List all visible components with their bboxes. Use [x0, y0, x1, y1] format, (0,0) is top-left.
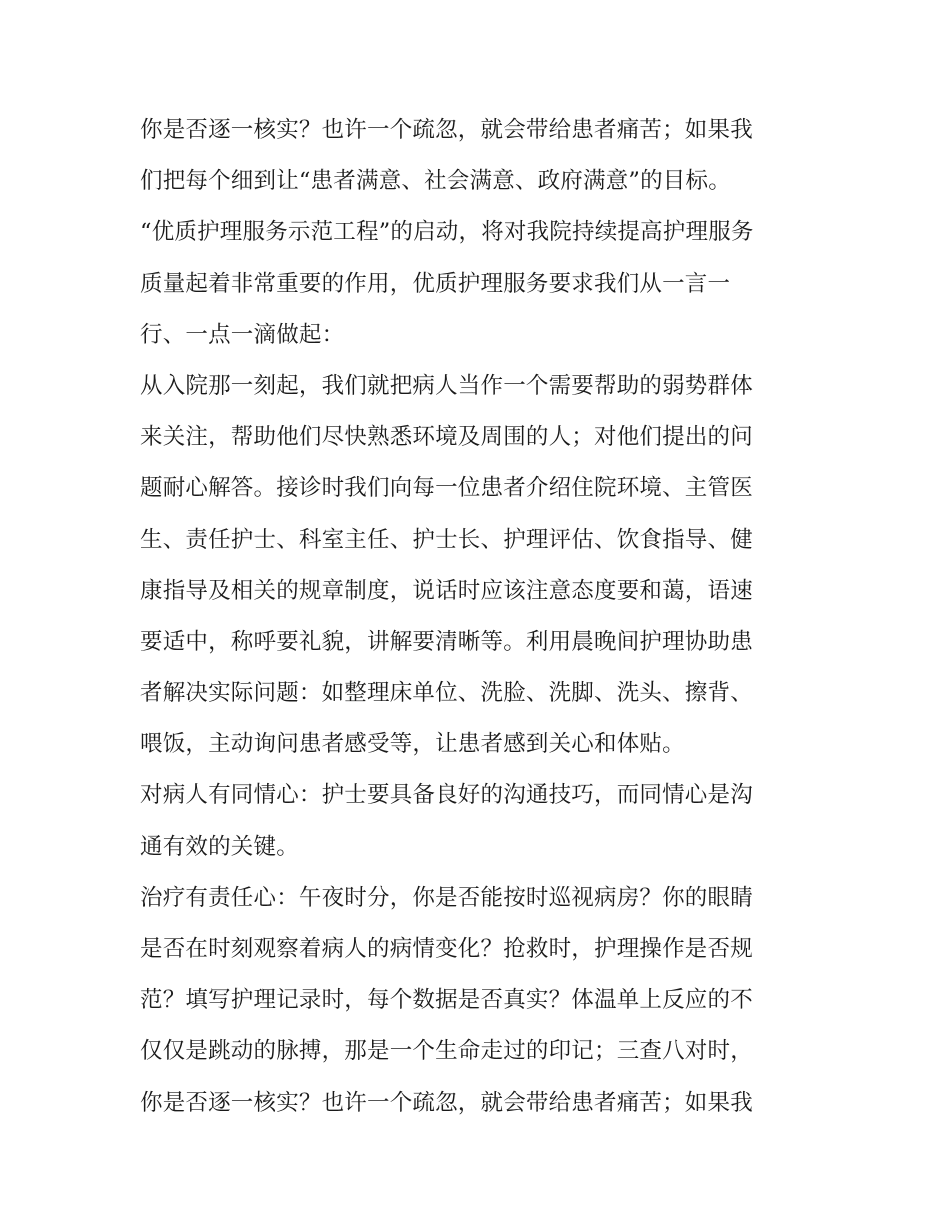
text-line: 行、一点一滴做起：: [140, 321, 345, 348]
text-line: 对病人有同情心：护士要具备良好的沟通技巧，而同情心是沟: [140, 782, 753, 809]
text-line: 生、责任护士、科室主任、护士长、护理评估、饮食指导、健: [140, 526, 753, 553]
text-line: 要适中，称呼要礼貌，讲解要清晰等。利用晨晚间护理协助患: [140, 628, 753, 655]
text-line: 治疗有责任心：午夜时分，你是否能按时巡视病房？你的眼睛: [140, 884, 753, 911]
text-line: 喂饭，主动询问患者感受等，让患者感到关心和体贴。: [140, 731, 685, 758]
text-line: 质量起着非常重要的作用，优质护理服务要求我们从一言一: [140, 270, 731, 297]
text-line: 你是否逐一核实？也许一个疏忽，就会带给患者痛苦；如果我: [140, 1089, 753, 1116]
text-line: “优质护理服务示范工程”的启动，将对我院持续提高护理服务: [140, 219, 754, 246]
text-line: 者解决实际问题：如整理床单位、洗脸、洗脚、洗头、擦背、: [140, 680, 753, 707]
text-line: 们把每个细到让“患者满意、社会满意、政府满意”的目标。: [140, 168, 731, 195]
body-text: [140, 105, 830, 1129]
text-line: 范？填写护理记录时，每个数据是否真实？体温单上反应的不: [140, 987, 753, 1014]
text-line: 你是否逐一核实？也许一个疏忽，就会带给患者痛苦；如果我: [140, 117, 753, 143]
text-line: 仅仅是跳动的脉搏，那是一个生命走过的印记；三查八对时，: [140, 1038, 753, 1065]
text-line: 通有效的关键。: [140, 833, 299, 860]
text-line: 来关注，帮助他们尽快熟悉环境及周围的人；对他们提出的问: [140, 424, 753, 451]
text-line: 从入院那一刻起，我们就把病人当作一个需要帮助的弱势群体: [140, 372, 753, 399]
text-line: 康指导及相关的规章制度，说话时应该注意态度要和蔼，语速: [140, 577, 753, 604]
text-line: 是否在时刻观察着病人的病情变化？抢救时，护理操作是否规: [140, 936, 753, 962]
text-line: 题耐心解答。接诊时我们向每一位患者介绍住院环境、主管医: [140, 475, 753, 502]
